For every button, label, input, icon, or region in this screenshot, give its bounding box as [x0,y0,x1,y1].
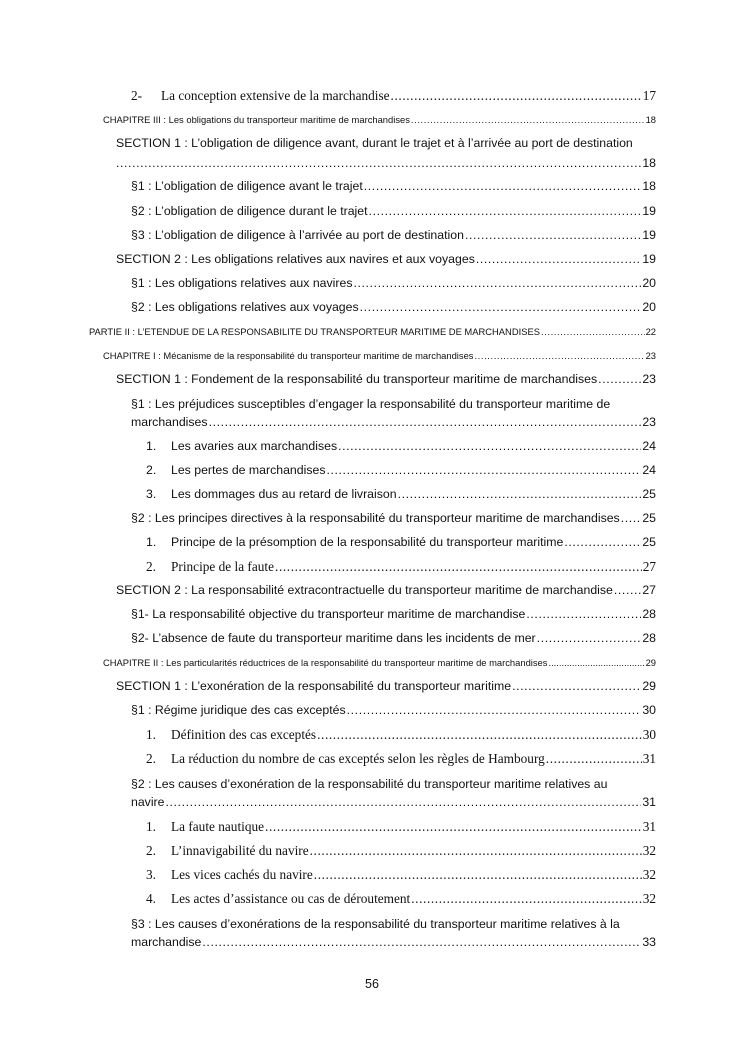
entry-title: L’innavigabilité du navire [171,843,309,858]
toc-entry[interactable] [131,511,656,525]
entry-page: 29 [645,657,656,668]
toc-entry[interactable] [131,204,656,218]
toc-entry[interactable] [116,156,656,170]
toc-entry[interactable] [131,88,656,104]
toc-entry[interactable] [116,252,656,266]
entry-title: navire [131,795,165,809]
entry-title: Principe de la faute [171,559,275,574]
entry-title: SECTION 2 : La responsabilité extracontractuelle du transporteur maritime de marchandise [116,583,613,597]
entry-page: 27 [642,559,656,574]
entry-page: 17 [642,88,656,103]
entry-page: 31 [642,819,656,834]
leader-dots [548,657,644,668]
entry-title: §3 : L’obligation de diligence à l’arrivée au port de destination [131,228,464,242]
entry-title: marchandise [131,935,202,949]
entry-page: 25 [642,487,656,501]
entry-page: 20 [642,276,656,290]
entry-page: 28 [642,607,656,621]
leader-dots [621,511,642,525]
entry-number: 2. [146,751,156,766]
leader-dots [310,843,642,859]
toc-entry[interactable] [131,179,656,193]
leader-dots [564,535,641,549]
entry-page: 32 [642,891,656,906]
entry-number: 2. [146,843,156,858]
leader-dots [202,935,641,949]
toc-entry[interactable] [131,631,656,645]
entry-title: SECTION 2 : Les obligations relatives aux navires et aux voyages [116,252,475,266]
leader-dots [398,487,642,501]
entry-title: Les avaries aux marchandises [171,439,338,453]
entry-page: 24 [642,463,656,477]
entry-page: 30 [642,727,656,742]
leader-dots [411,114,645,125]
entry-title: §2 : Les obligations relatives aux voyages [131,300,359,314]
leader-dots [326,463,641,477]
entry-title: §1- La responsabilité objective du transporteur maritime de marchandise [131,607,526,621]
leader-dots [598,372,641,386]
toc-entry[interactable] [116,583,656,597]
toc-entry[interactable] [146,843,656,859]
entry-title: §1 : Régime juridique des cas exceptés [131,703,346,717]
entry-number: 2. [146,463,157,477]
entry-page: 20 [642,300,656,314]
leader-dots [526,607,641,621]
entry-page: 32 [642,867,656,882]
toc-entry-line1[interactable]: §3 : Les causes d’exonérations de la responsabilité du transporteur maritime relatives à la [131,917,620,931]
leader-dots [338,439,641,453]
entry-title: §2 : L’obligation de diligence durant le trajet [131,204,368,218]
entry-number: 2. [146,559,156,574]
entry-title: La conception extensive de la marchandise [161,88,390,103]
toc-entry[interactable] [146,439,656,453]
toc-entry[interactable] [146,751,656,767]
toc-entry[interactable] [131,795,656,809]
toc-entry[interactable] [146,891,656,907]
toc-entry[interactable] [131,276,656,290]
leader-dots [541,326,645,337]
toc-entry[interactable] [116,679,656,693]
toc-entry-line1[interactable]: §2 : Les causes d’exonération de la responsabilité du transporteur maritime relatives au [131,777,608,791]
leader-dots [391,88,642,104]
entry-title: SECTION 1 : L’exonération de la responsabilité du transporteur maritime [116,679,512,693]
entry-number: 4. [146,891,156,906]
toc-entry[interactable] [146,559,656,575]
entry-page: 30 [642,703,656,717]
entry-title: §2 : Les principes directives à la responsabilité du transporteur maritime de marchandises [131,511,620,525]
leader-dots [347,703,642,717]
entry-number: 1. [146,727,156,742]
leader-dots [369,204,642,218]
entry-page: 19 [642,228,656,242]
toc-entry[interactable] [146,867,656,883]
entry-page: 19 [642,204,656,218]
toc-entry-line1[interactable]: SECTION 1 : L’obligation de diligence avant, durant le trajet et à l’arrivée au port de destination [116,136,633,150]
entry-page: 22 [645,326,656,337]
entry-title: Définition des cas exceptés [171,727,317,742]
entry-page: 19 [642,252,656,266]
leader-dots [537,631,642,645]
toc-entry[interactable] [131,935,656,949]
entry-page: 18 [642,179,656,193]
entry-title: Principe de la présomption de la responsabilité du transporteur maritime [171,535,564,549]
leader-dots [353,276,641,290]
toc-entry[interactable] [146,727,656,743]
entry-page: 18 [642,156,656,170]
leader-dots [166,795,642,809]
entry-title: Les dommages dus au retard de livraison [171,487,397,501]
leader-dots [476,252,641,266]
entry-title: CHAPITRE III : Les obligations du transporteur maritime de marchandises [103,114,410,125]
entry-page: 24 [642,439,656,453]
leader-dots [474,350,644,361]
entry-title: §2- L’absence de faute du transporteur maritime dans les incidents de mer [131,631,536,645]
entry-title: marchandises [131,415,208,429]
entry-page: 33 [642,935,656,949]
entry-title: §1 : Les obligations relatives aux navires [131,276,353,290]
entry-title: PARTIE II : L’ETENDUE DE LA RESPONSABILITE DU TRANSPORTEUR MARITIME DE MARCHANDISES [89,326,540,337]
toc-entry[interactable] [131,228,656,242]
leader-dots [317,727,642,743]
toc-entry[interactable] [103,114,656,125]
entry-page: 18 [645,114,656,125]
toc-entry[interactable] [146,819,656,835]
toc-entry[interactable] [103,657,656,668]
entry-title: Les actes d’assistance ou cas de déroutement [171,891,411,906]
entry-page: 27 [642,583,656,597]
entry-title: SECTION 1 : Fondement de la responsabilité du transporteur maritime de marchandises [116,372,598,386]
leader-dots [209,415,642,429]
toc-entry[interactable] [103,350,656,361]
entry-number: 3. [146,487,157,501]
page-number: 56 [365,977,379,991]
leader-dots [546,751,642,767]
entry-title: CHAPITRE II : Les particularités réductrices de la responsabilité du transporteur maritime de marchandises [103,657,548,668]
entry-page: 25 [642,535,656,549]
toc-entry[interactable] [131,607,656,621]
leader-dots [614,583,641,597]
entry-title: Les vices cachés du navire [171,867,313,882]
entry-page: 23 [642,415,656,429]
entry-number: 1. [146,819,156,834]
entry-page: 23 [645,350,656,361]
toc-entry[interactable] [89,326,656,337]
toc-entry[interactable] [116,372,656,386]
entry-title: La réduction du nombre de cas exceptés selon les règles de Hambourg [171,751,545,766]
toc-entry-line1[interactable]: §1 : Les préjudices susceptibles d’engager la responsabilité du transporteur maritime de [131,397,611,411]
entry-page: 29 [642,679,656,693]
entry-page: 31 [642,751,656,766]
entry-number: 2- [131,88,143,103]
entry-page: 31 [642,795,656,809]
entry-page: 25 [642,511,656,525]
entry-title: CHAPITRE I : Mécanisme de la responsabilité du transporteur maritime de marchandises [103,350,474,361]
entry-page: 32 [642,843,656,858]
entry-number: 3. [146,867,156,882]
entry-title: Les pertes de marchandises [171,463,326,477]
leader-dots [275,559,642,575]
entry-page: 23 [642,372,656,386]
toc-entry[interactable] [131,415,656,429]
leader-dots [360,300,642,314]
toc-entry[interactable] [146,535,656,549]
entry-number: 1. [146,439,157,453]
toc-entry[interactable] [131,300,656,314]
leader-dots [364,179,642,193]
toc-entry[interactable] [146,463,656,477]
entry-title: La faute nautique [171,819,265,834]
leader-dots [411,891,641,907]
entry-page: 28 [642,631,656,645]
leader-dots [314,867,642,883]
leader-dots [265,819,642,835]
toc-entry[interactable] [146,487,656,501]
entry-number: 1. [146,535,157,549]
leader-dots [116,156,641,170]
toc-entry[interactable] [131,703,656,717]
leader-dots [465,228,641,242]
entry-title: §1 : L’obligation de diligence avant le trajet [131,179,363,193]
leader-dots [512,679,641,693]
